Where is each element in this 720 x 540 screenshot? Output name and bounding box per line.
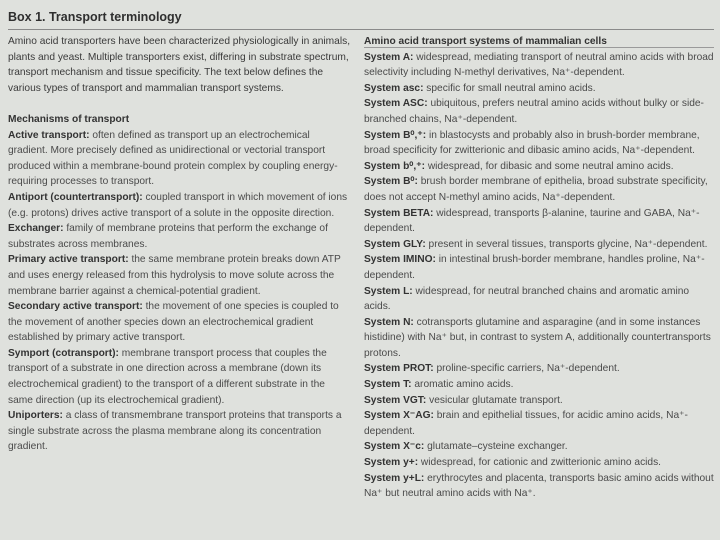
system-term: System ASC: <box>364 98 428 110</box>
mechanism-definition: family of membrane proteins that perform the exchange of substrates across membranes. <box>8 223 328 250</box>
system-entry <box>364 50 714 81</box>
system-definition: aromatic amino acids. <box>411 379 514 391</box>
system-term: System A: <box>364 51 414 63</box>
system-term: System X⁻c: <box>364 441 425 453</box>
system-term: System VGT: <box>364 394 427 406</box>
mechanisms-heading: Mechanisms of transport <box>8 113 130 125</box>
system-definition: widespread, transports β-alanine, taurine and GABA, Na⁺-dependent. <box>364 207 700 235</box>
box-title: Box 1. Transport terminology <box>8 10 182 24</box>
system-entry <box>364 96 714 127</box>
system-term: System y+L: <box>364 472 425 484</box>
system-definition: widespread, mediating transport of neutral amino acids with broad selectivity including N-methyl derivatives, Na⁺-dependent. <box>364 51 714 79</box>
system-definition: widespread, for dibasic and some neutral amino acids. <box>424 160 674 172</box>
system-definition: widespread, for neutral branched chains and aromatic amino acids. <box>364 285 690 313</box>
left-column <box>8 34 352 455</box>
system-term: System X⁻AG: <box>364 410 434 422</box>
system-definition: proline-specific carriers, Na⁺-dependent. <box>433 363 620 375</box>
mechanism-term: Active transport: <box>8 129 90 141</box>
system-entry <box>364 206 714 237</box>
mechanism-term: Uniporters: <box>8 410 63 422</box>
mechanism-definition: a class of transmembrane transport proteins that transports a single substrate across the plasma membrane along its concentration gradient. <box>8 410 342 453</box>
mechanism-definition: membrane transport process that couples the transport of a substrate in one direction across a membrane (down its electrochemical gradient) to the transport of a different substrate in the same direction (up its electrochemical gradient). <box>8 347 327 406</box>
system-entry <box>364 408 714 439</box>
system-term: System BETA: <box>364 207 434 219</box>
intro-paragraph: Amino acid transporters have been characterized physiologically in animals, plants and yeast. Multiple transporters exist, differing in substrate spectrum, transport mechanism and tissue specificity. The text below defines the various types of transport and mammalian transport systems. <box>8 36 351 94</box>
mechanism-entry <box>8 252 352 299</box>
system-definition: present in several tissues, transports glycine, Na⁺-dependent. <box>425 238 708 250</box>
systems-heading: Amino acid transport systems of mammalian cells <box>364 36 607 47</box>
system-entry <box>364 284 714 315</box>
systems-heading-rule <box>364 47 714 48</box>
system-definition: erythrocytes and placenta, transports basic amino acids without Na⁺ but neutral amino acids with Na⁺. <box>364 472 714 500</box>
mechanism-term: Symport (cotransport): <box>8 347 119 359</box>
system-definition: specific for small neutral amino acids. <box>423 82 596 94</box>
system-term: System PROT: <box>364 363 434 375</box>
system-entry <box>364 81 714 97</box>
title-rule <box>8 29 714 30</box>
mechanism-entry <box>8 190 352 221</box>
system-entry <box>364 237 714 253</box>
system-term: System T: <box>364 379 412 391</box>
system-entry <box>364 128 714 159</box>
system-definition: glutamate–cysteine exchanger. <box>424 441 568 453</box>
system-entry <box>364 174 714 205</box>
system-term: System L: <box>364 285 413 297</box>
system-definition: widespread, for cationic and zwitterionic amino acids. <box>418 457 662 469</box>
system-term: System asc: <box>364 82 424 94</box>
system-entry <box>364 439 714 455</box>
system-definition: ubiquitous, prefers neutral amino acids without bulky or side-branched chains, Na⁺-dependent. <box>364 98 704 125</box>
system-definition: in blastocysts and probably also in brush-border membrane, broad specificity for zwitterionic and dibasic amino acids, Na⁺-dependent. <box>364 129 700 157</box>
mechanism-entry <box>8 128 352 190</box>
system-entry <box>364 455 714 471</box>
mechanism-definition: coupled transport in which movement of ions (e.g. protons) drives active transport of a solute in the opposite direction. <box>8 191 348 219</box>
system-term: System IMINO: <box>364 254 436 266</box>
system-definition: cotransports glutamine and asparagine (and in some instances histidine) with Na⁺ but, in contrast to system A, additionally countertransports protons. <box>364 316 711 359</box>
system-entry <box>364 361 714 377</box>
system-term: System GLY: <box>364 238 426 250</box>
mechanism-entry <box>8 221 352 252</box>
system-entry <box>364 315 714 362</box>
system-definition: brain and epithelial tissues, for acidic amino acids, Na⁺-dependent. <box>364 410 688 437</box>
system-entry <box>364 159 714 175</box>
mechanism-entry <box>8 299 352 346</box>
right-column <box>364 34 714 502</box>
system-term: System b⁰,⁺: <box>364 160 425 172</box>
mechanism-term: Exchanger: <box>8 223 64 235</box>
system-term: System y+: <box>364 457 419 469</box>
system-entry <box>364 471 714 502</box>
mechanism-entry <box>8 408 352 455</box>
system-definition: brush border membrane of epithelia, broad substrate specificity, does not accept N-methyl amino acids, Na⁺-dependent. <box>364 176 708 203</box>
system-definition: vesicular glutamate transport. <box>426 394 563 406</box>
mechanism-term: Primary active transport: <box>8 254 129 266</box>
system-term: System B⁰: <box>364 176 418 188</box>
system-entry <box>364 252 714 283</box>
system-definition: in intestinal brush-border membrane, handles proline, Na⁺-dependent. <box>364 254 705 281</box>
system-term: System B⁰,⁺: <box>364 129 427 141</box>
mechanism-term: Secondary active transport: <box>8 301 143 313</box>
mechanism-definition: often defined as transport up an electrochemical gradient. More precisely defined as unidirectional or vectorial transport produced within a membrane-bound protein complex by coupling energy-requiring processes to transport. <box>8 129 338 188</box>
system-term: System N: <box>364 316 414 328</box>
mechanism-term: Antiport (countertransport): <box>8 191 143 203</box>
mechanism-definition: the same membrane protein breaks down ATP and uses energy released from this hydrolysis to move solute across the membrane barrier against a chemical-potential gradient. <box>8 254 341 297</box>
system-entry <box>364 377 714 393</box>
mechanism-entry <box>8 346 352 408</box>
mechanism-definition: the movement of one species is coupled to the movement of another species down an electrochemical gradient established by primary active transport. <box>8 301 339 344</box>
system-entry <box>364 393 714 409</box>
